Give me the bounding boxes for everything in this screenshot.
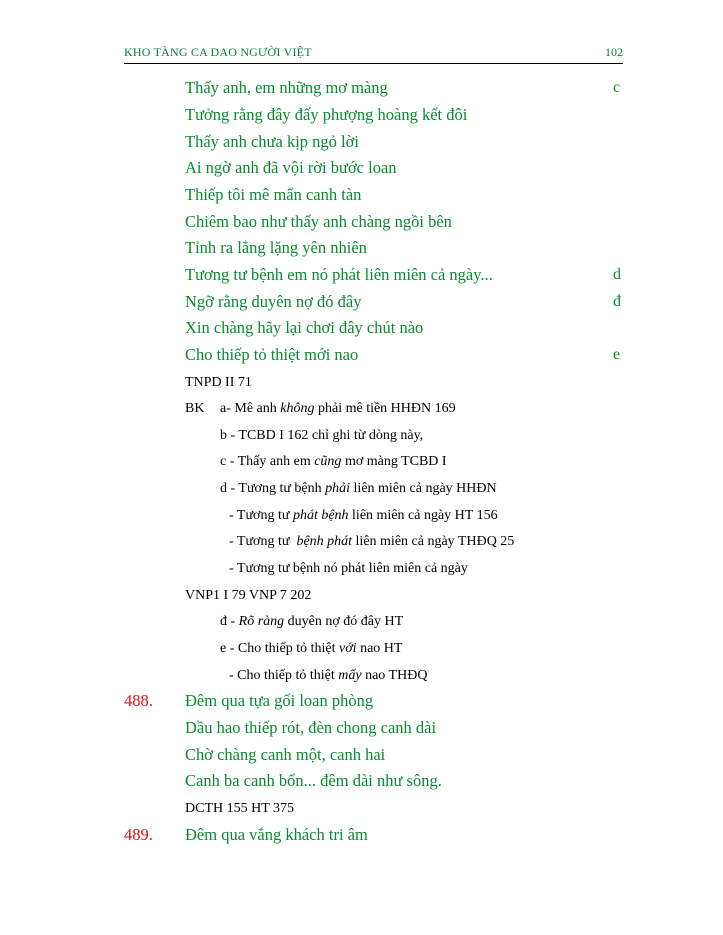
variant-emphasis: cũng [314, 454, 342, 469]
verse-line: Canh ba canh bốn... đêm dài như sông. [185, 771, 442, 790]
variant-text: nao THĐQ [361, 668, 428, 683]
variant-dd [220, 614, 403, 630]
variant-emphasis: bệnh phát [296, 534, 353, 549]
verse-line: Dầu hao thiếp rót, đèn chong canh dài [185, 718, 437, 737]
variant-e2 [229, 668, 427, 684]
verse-line: Ngỡ rằng duyên nợ đó đây [185, 292, 362, 311]
verse-line: Đêm qua tựa gối loan phòng [185, 691, 374, 710]
verse-line: Tỉnh ra lẳng lặng yên nhiên [185, 238, 367, 257]
verse-line: Xin chàng hãy lại chơi đây chút nào [185, 318, 424, 337]
variant-d4: - Tương tư bệnh nó phát liên miên cả ngày [229, 561, 468, 576]
variant-text: mơ màng TCBD I [341, 454, 447, 469]
source-note: VNP1 I 79 VNP 7 202 [185, 588, 312, 603]
verse-line: Đêm qua vắng khách tri âm [185, 825, 368, 844]
variant-d [220, 481, 497, 497]
variant-emphasis: không [280, 401, 315, 416]
variant-text: liên miên cả ngày HHĐN [350, 481, 497, 496]
variant-emphasis: với [338, 641, 357, 656]
verse-line: Cho thiếp tỏ thiệt mới nao [185, 345, 359, 364]
variant-d3 [229, 534, 514, 550]
variant-emphasis: Rõ ràng [238, 614, 285, 629]
book-title: KHO TÀNG CA DAO NGƯỜI VIỆT [124, 45, 312, 59]
verse-line: Chờ chàng canh một, canh hai [185, 745, 386, 764]
variant-text: - Tương tư [229, 508, 293, 523]
variant-a [220, 401, 456, 417]
variant-text: duyên nợ đó đây HT [284, 614, 404, 629]
variant-b: b - TCBD I 162 chỉ ghi từ dòng này, [220, 428, 424, 443]
variant-emphasis: mấy [338, 668, 362, 683]
variant-c [220, 454, 447, 470]
page-number: 102 [605, 45, 623, 59]
source-note: DCTH 155 HT 375 [185, 801, 295, 816]
variant-e [220, 641, 402, 657]
poem-number: 488. [124, 691, 153, 710]
poem-number: 489. [124, 825, 153, 844]
variant-mark-d: d [613, 266, 621, 283]
variant-d2 [229, 508, 498, 524]
variant-text: liên miên cả ngày THĐQ 25 [352, 534, 515, 549]
variant-text: - Cho thiếp tỏ thiệt [229, 668, 339, 683]
variant-emphasis: phải [325, 481, 351, 496]
variant-text: nao HT [356, 641, 403, 656]
source-note: TNPD II 71 [185, 375, 252, 390]
variant-text: phải mê tiền HHĐN 169 [314, 401, 456, 416]
verse-line: Ai ngờ anh đã vội rời bước loan [185, 158, 397, 177]
variant-text: a- Mê anh [220, 401, 281, 416]
verse-line: Thấy anh chưa kịp ngỏ lời [185, 132, 359, 151]
variant-text: c - Thấy anh em [220, 454, 315, 469]
bk-label: BK [185, 401, 205, 416]
page-header [124, 43, 623, 64]
verse-line: Chiêm bao như thấy anh chàng ngồi bên [185, 212, 452, 231]
variant-text: đ - [220, 614, 239, 629]
verse-line: Tưởng rằng đây đấy phượng hoàng kết đôi [185, 105, 468, 124]
verse-line: Tương tư bệnh em nó phát liên miên cả ngày... [185, 265, 493, 284]
variant-mark-dd: đ [613, 293, 621, 310]
variant-text: e - Cho thiếp tỏ thiệt [220, 641, 339, 656]
variant-emphasis: phát bệnh [292, 508, 349, 523]
variant-mark-e: e [613, 346, 621, 363]
variant-text: - Tương tư [229, 534, 297, 549]
variant-mark-c: c [613, 79, 621, 96]
verse-line: Thấy anh, em những mơ màng [185, 78, 388, 97]
variant-text: d - Tương tư bệnh [220, 481, 326, 496]
variant-text: liên miên cả ngày HT 156 [348, 508, 498, 523]
verse-line: Thiếp tôi mê mẩn canh tàn [185, 185, 362, 204]
